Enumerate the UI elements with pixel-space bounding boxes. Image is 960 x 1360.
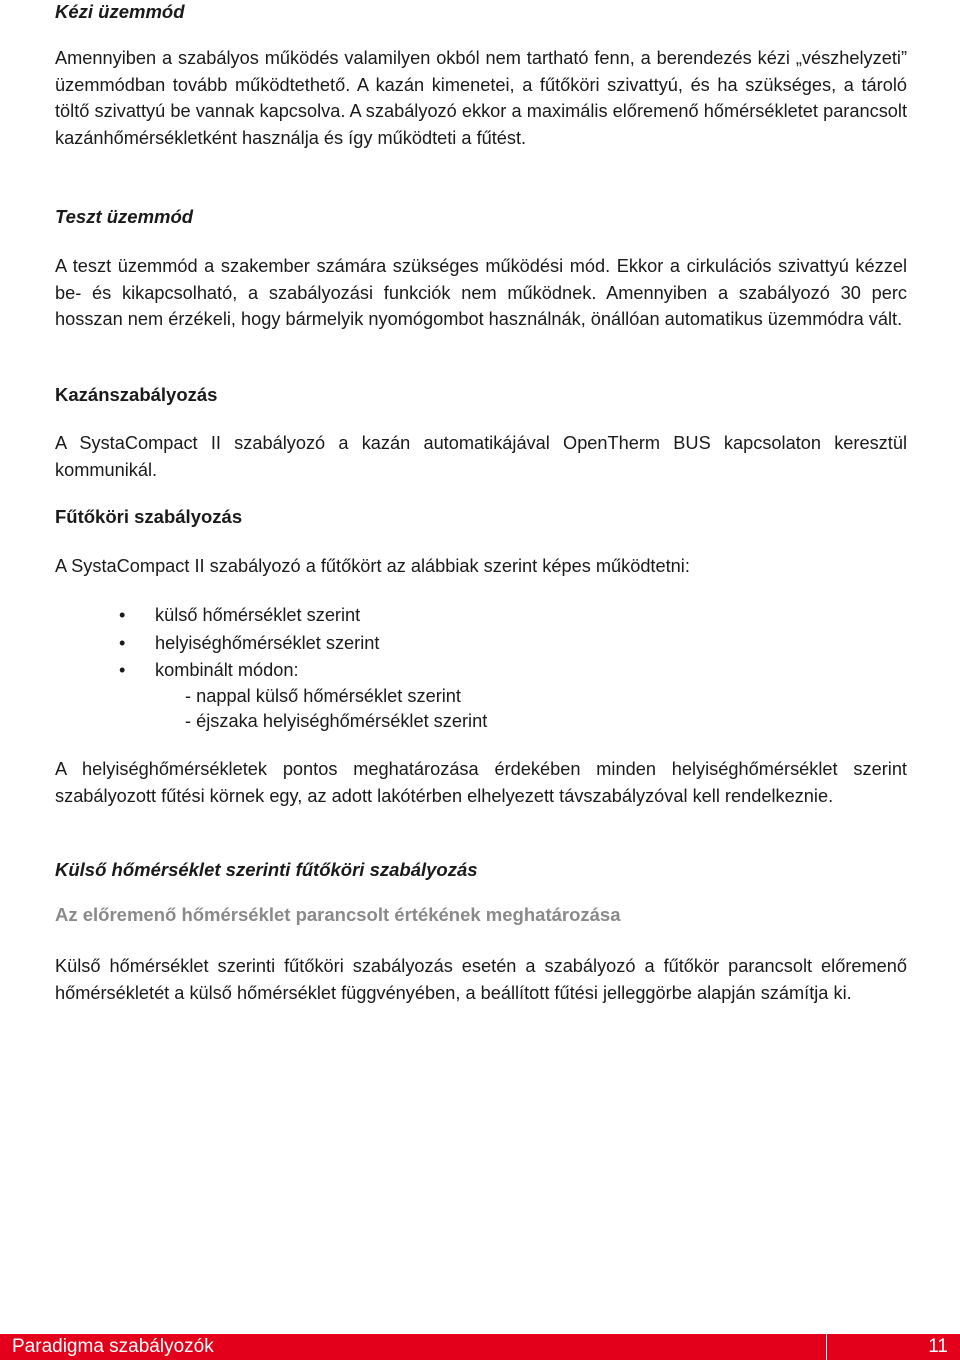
heading-teszt-uzemmod: Teszt üzemmód	[55, 206, 194, 227]
paragraph-kazanszabalyozas: A SystaCompact II szabályozó a kazán automatikájával OpenTherm BUS kapcsolaton keresztül kommunikál.	[55, 433, 907, 480]
combined-mode-sublist	[185, 684, 487, 733]
paragraph-futokori-intro: A SystaCompact II szabályozó a fűtőkört az alábbiak szerint képes működtetni:	[55, 556, 690, 576]
list-subitem: - éjszaka helyiséghőmérséklet szerint	[185, 710, 488, 731]
bullet-icon: •	[119, 660, 126, 680]
subheading-eloremeno-homerseklet: Az előremenő hőmérséklet parancsolt értékének meghatározása	[55, 904, 621, 925]
list-item: • helyiséghőmérséklet szerint	[55, 630, 755, 658]
paragraph-kezi-uzemmod: Amennyiben a szabályos működés valamilyen okból nem tartható fenn, a berendezés kézi „vészhelyzeti” üzemmódban tovább működtethető. A kazán kimenetei, a fűtőköri szivattyú, és ha szükséges, a tároló töltő szivattyú be vannak kapcsolva. A szabályozó ekkor a maximális előremenő hőmérsékletet parancsolt kazánhőmérsékletként használja és így működteti a fűtést.	[55, 48, 907, 148]
paragraph-helyiseg-homerseklet: A helyiséghőmérsékletek pontos meghatározása érdekében minden helyiséghőmérséklet szerint szabályozott fűtési körnek egy, az adott lakótérben elhelyezett távszabályzóval kell rendelkeznie.	[55, 759, 907, 806]
heading-kulso-homerseklet: Külső hőmérséklet szerinti fűtőköri szabályozás	[55, 859, 478, 880]
mode-list	[55, 602, 755, 685]
heading-kazanszabalyozas: Kazánszabályozás	[55, 384, 218, 405]
bullet-icon: •	[119, 632, 126, 653]
list-subitem: - nappal külső hőmérséklet szerint	[185, 686, 461, 706]
bullet-icon: •	[119, 605, 126, 625]
paragraph-kulso-homerseklet: Külső hőmérséklet szerinti fűtőköri szabályozás esetén a szabályozó a fűtőkör parancsolt előremenő hőmérsékletét a külső hőmérséklet függvényében, a beállított fűtési jelleggörbe alapján számítja ki.	[55, 956, 907, 1003]
heading-futokori-szabalyozas: Fűtőköri szabályozás	[55, 506, 243, 527]
heading-kezi-uzemmod: Kézi üzemmód	[55, 1, 185, 22]
footer-title: Paradigma szabályozók	[12, 1336, 214, 1357]
list-item: • kombinált módon:	[55, 657, 755, 685]
page-footer	[0, 1334, 960, 1360]
paragraph-teszt-uzemmod: A teszt üzemmód a szakember számára szükséges működési mód. Ekkor a cirkulációs szivattyú kézzel be- és kikapcsolható, a szabályozási funkciók nem működnek. Amennyiben a szabályozó 30 perc hosszan nem érzékeli, hogy bármelyik nyomógombot használnák, önállóan automatikus üzemmódra vált.	[55, 256, 907, 330]
page-number: 11	[826, 1334, 960, 1360]
list-item: • külső hőmérséklet szerint	[55, 602, 755, 630]
